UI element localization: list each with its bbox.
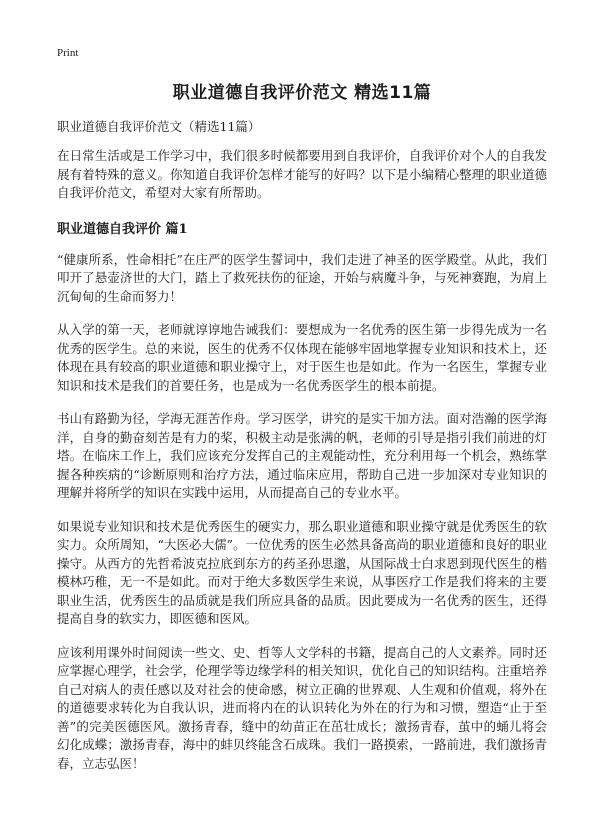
body-paragraph: 从入学的第一天，老师就谆谆地告诫我们：要想成为一名优秀的医生第一步得先成为一名优秀的医学生。总的来说，医生的优秀不仅体现在能够牢固地掌握专业知识和技术上，还体现在具有较高的职业道德和职业操守上，对于医生也是如此。作为一名医生，掌握专业知识和技术是我们的首要任务，也是成为一名优秀医学生的根本前提。 — [57, 322, 547, 393]
body-paragraph: 如果说专业知识和技术是优秀医生的硬实力，那么职业道德和职业操守就是优秀医生的软实力。众所周知，“大医必大儒”。一位优秀的医生必然具备高尚的职业道德和良好的职业操守。从西方的先哲希波克拉底到东方的药圣孙思邈，从国际战士白求恩到现代医生的楷模林巧稚，无一不是如此。而对于绝大多数医学生来说，从事医疗工作是我们将来的主要职业生活，优秀医生的品质就是我们所应具备的品质。因此要成为一名优秀的医生，还得提高自身的软实力，即医德和医风。 — [57, 518, 547, 626]
body-paragraph: 应该利用课外时间阅读一些文、史、哲等人文学科的书籍，提高自己的人文素养。同时还应掌握心理学，社会学，伦理学等边缘学科的相关知识，优化自己的知识结构。注重培养自己对病人的责任感以及对社会的使命感，树立正确的世界观、人生观和价值观，将外在的道德要求转化为自我认识，进而将内在的认识转化为外在的行为和习惯，塑造“止于至善”的完美医德医风。激扬青春，缝中的幼苗正在茁壮成长；激扬青春，茧中的蛹儿将会幻化成蝶；激扬青春，海中的蚌贝终能含石成珠。我们一路摸索，一路前进，我们激扬青春，立志弘医！ — [57, 644, 547, 771]
document-title: 职业道德自我评价范文 精选11篇 — [172, 83, 432, 103]
document-subtitle: 职业道德自我评价范文（精选11篇） — [57, 119, 261, 134]
body-paragraph: 书山有路勤为径，学海无涯苦作舟。学习医学，讲究的是实干加方法。面对浩瀚的医学海洋，自身的勤奋刻苦是有力的桨，积极主动是张满的帆，老师的引导是指引我们前进的灯塔。在临床工作上，我们应该充分发挥自己的主观能动性，充分利用每一个机会，熟练掌握各种疾病的“诊断原则和治疗方法，通过临床应用，帮助自己进一步加深对专业知识的理解并将所学的知识在实践中运用，从而提高自己的专业水平。 — [57, 411, 547, 500]
section-heading: 职业道德自我评价 篇1 — [57, 221, 188, 237]
print-link[interactable]: Print — [57, 47, 79, 59]
body-paragraph: “健康所系，性命相托”在庄严的医学生誓词中，我们走进了神圣的医学殿堂。从此，我们叩开了悬壶济世的大门，踏上了救死扶伤的征途，开始与病魔斗争，与死神赛跑，为肩上沉甸甸的生命而努力！ — [57, 251, 547, 304]
intro-paragraph: 在日常生活或是工作学习中，我们很多时候都要用到自我评价，自我评价对个人的自我发展有着特殊的意义。你知道自我评价怎样才能写的好吗？以下是小编精心整理的职业道德自我评价范文，希望对大家有所帮助。 — [57, 148, 547, 200]
document-body — [57, 78, 547, 788]
